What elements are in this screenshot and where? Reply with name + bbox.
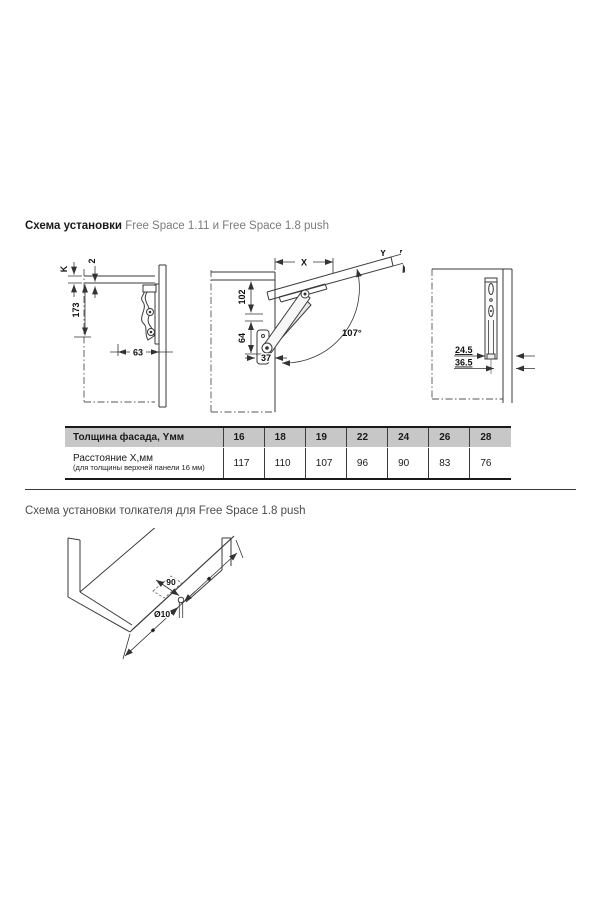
table-cell: 117 [223,448,264,480]
dim-label-90: 90 [166,577,176,587]
table-header-row [65,427,511,448]
dim-label-102: 102 [237,289,247,305]
table-cell: 90 [388,448,429,480]
row-label-note: (для толщины верхней панели 16 мм) [73,463,205,473]
table-header-cell: 26 [429,427,470,448]
diagram-pusher-drilling [55,528,275,665]
table-header-cell: 18 [264,427,305,448]
dim-label-2: 2 [87,258,97,264]
drill-hole [178,597,184,618]
dim-label-173: 173 [71,302,81,318]
table-header-cell: 24 [388,427,429,448]
table-header-label: Толщина фасада, Yмм [65,427,223,448]
table-cell: 76 [470,448,511,480]
table-data-row [65,448,511,480]
dim-label-63: 63 [132,347,144,358]
mounting-rail [485,278,497,359]
dim-label-x: X [300,257,308,268]
table-header-cell: 16 [223,427,264,448]
row-label-text: Расстояние X,мм [73,453,153,465]
dim-label-y: Y [379,250,387,258]
dim-label-37: 37 [260,353,272,363]
section-title-products: Free Space 1.11 и Free Space 1.8 push [125,220,329,232]
cabinet-side-panel [432,269,512,403]
table-cell: 110 [264,448,305,480]
table-cell: 83 [429,448,470,480]
table-cell: 96 [346,448,387,480]
facade-thickness-table [65,426,511,480]
section-title-installation [25,220,329,232]
diagram-flap-open [205,250,405,418]
section-title-pusher: Схема установки толкателя для Free Space 1.8 push [25,505,306,517]
open-flap-panel [267,257,393,302]
diagram-mounting-rail [425,256,575,413]
table-cell: 107 [305,448,346,480]
dim-label-36-5: 36.5 [455,357,473,368]
section-divider [25,489,576,490]
table-header-cell: 28 [470,427,511,448]
diagram-flap-closed [58,252,200,414]
dim-label-k: K [59,265,69,273]
dim-label-angle: 107° [342,328,362,339]
dim-label-64: 64 [237,332,247,344]
dim-label-24-5: 24.5 [455,345,473,355]
dim-label-hole-diameter: Ø10 [154,609,171,619]
lift-mechanism-closed [142,285,156,340]
table-header-cell: 22 [346,427,387,448]
table-header-cell: 19 [305,427,346,448]
table-row-label [65,448,223,480]
section-title-bold: Схема установки [25,220,123,232]
